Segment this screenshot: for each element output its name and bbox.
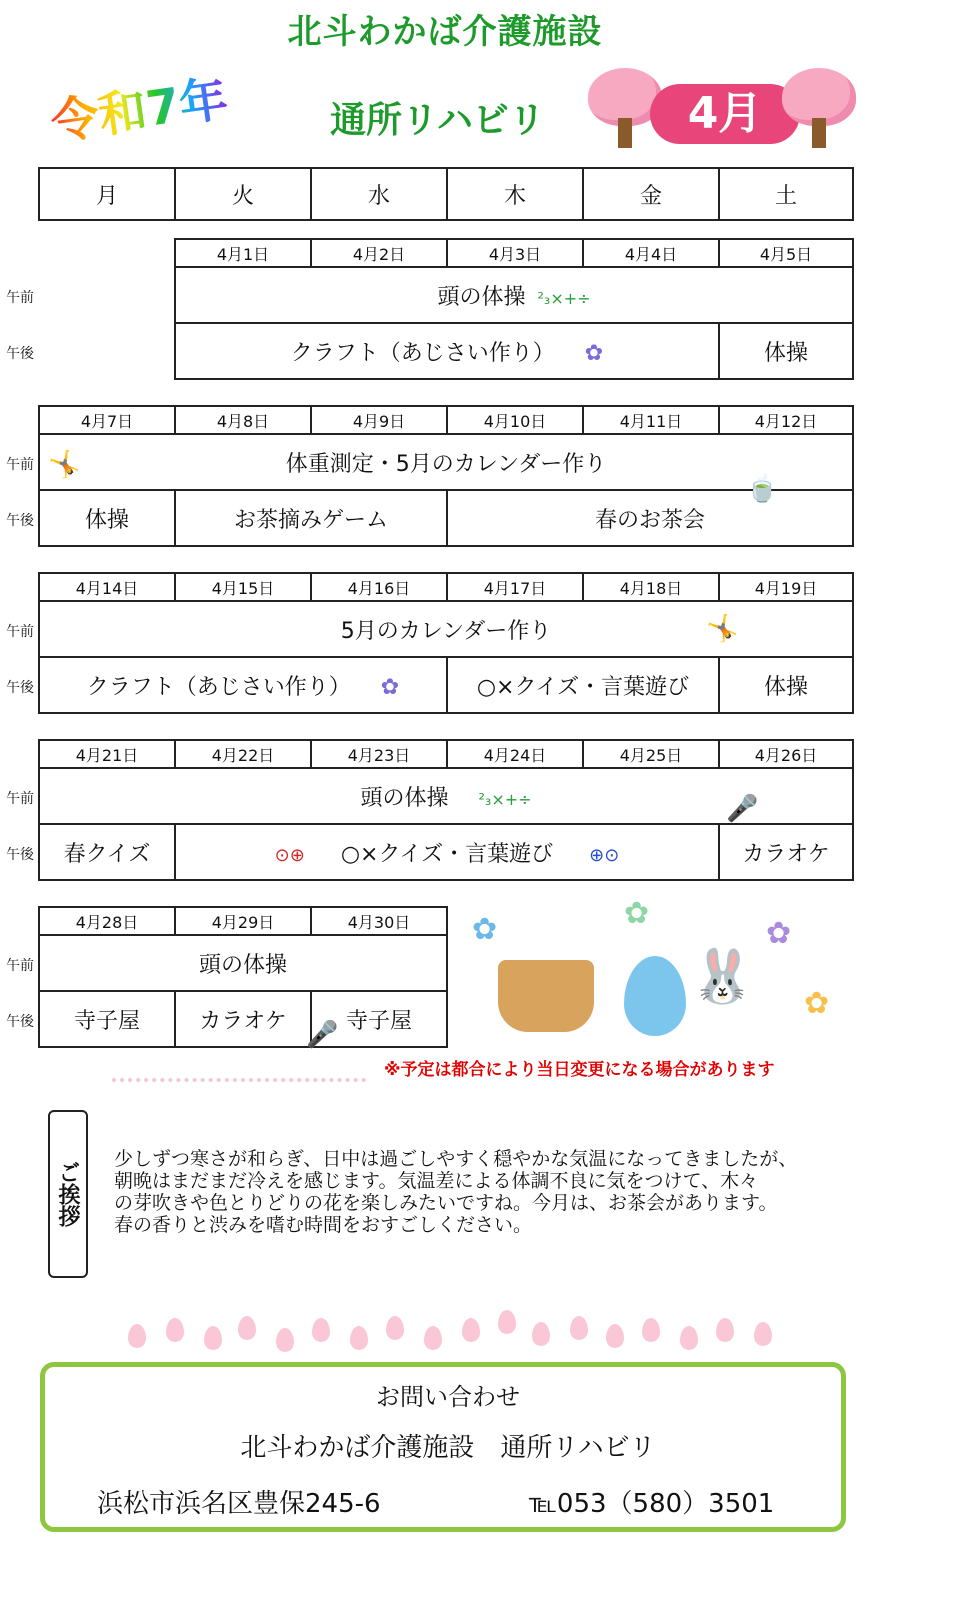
flower-icon: ✿ (472, 912, 498, 947)
pm-activity: カラオケ (719, 824, 853, 880)
date-cell: 4月7日 (39, 406, 175, 434)
petal-icon (532, 1322, 550, 1346)
microphone-icon: 🎤 (726, 794, 759, 824)
pm-label: 午後 (6, 346, 34, 362)
petal-icon (642, 1318, 660, 1342)
date-cell: 4月23日 (311, 740, 447, 768)
date-cell: 4月8日 (175, 406, 311, 434)
contact-address: 浜松市浜名区豊保245-6 (97, 1489, 381, 1519)
petal-icon (424, 1326, 442, 1350)
easter-egg-icon (624, 956, 686, 1036)
pm-activity: ○×クイズ・言葉遊び (447, 657, 719, 713)
petal-icon (462, 1318, 480, 1342)
am-label: 午前 (6, 958, 34, 974)
am-label: 午前 (6, 791, 34, 807)
am-activity: 5月のカレンダー作り (39, 601, 853, 657)
cherry-tree-icon (782, 68, 856, 148)
date-cell: 4月26日 (719, 740, 853, 768)
date-cell: 4月14日 (39, 573, 175, 601)
hydrangea-icon: ✿ (584, 340, 604, 366)
pm-activity: 寺子屋 (311, 991, 447, 1047)
pm-activity: 体操 (719, 657, 853, 713)
numbers-icon: ²₃×+÷ (478, 789, 532, 809)
contact-box (40, 1362, 846, 1532)
petal-icon (276, 1328, 294, 1352)
am-label: 午前 (6, 290, 34, 306)
pm-label: 午後 (6, 513, 34, 529)
matcha-tea-icon: 🍵 (746, 474, 779, 504)
service-title: 通所リハビリ (330, 100, 545, 141)
flower-icon: ✿ (804, 986, 830, 1021)
pm-activity: 体操 (719, 323, 853, 379)
pm-activity: お茶摘みゲーム (175, 490, 447, 546)
numbers-icon: ²₃×+÷ (537, 288, 591, 308)
hydrangea-icon: ✿ (380, 674, 400, 700)
exercise-people-icon: 🤸 (706, 614, 739, 644)
am-label: 午前 (6, 624, 34, 640)
date-cell: 4月9日 (311, 406, 447, 434)
petal-icon (166, 1318, 184, 1342)
date-cell: 4月17日 (447, 573, 583, 601)
petal-icon (312, 1318, 330, 1342)
pm-label: 午後 (6, 1014, 34, 1030)
greeting-line: 朝晩はまだまだ冷えを感じます。気温差による体調不良に気をつけて、木々 (114, 1170, 759, 1192)
schedule-change-notice: ※予定は都合により当日変更になる場合があります (384, 1060, 775, 1080)
date-cell: 4月29日 (175, 907, 311, 935)
pm-activity: 体操 (39, 490, 175, 546)
greeting-tag: ご挨拶 (48, 1110, 88, 1278)
activity-label: 頭の体操 (437, 284, 526, 310)
weekday-tue: 火 (175, 168, 311, 220)
date-cell: 4月21日 (39, 740, 175, 768)
date-cell: 4月28日 (39, 907, 175, 935)
petal-icon (386, 1316, 404, 1340)
pm-activity (175, 323, 719, 379)
petal-icon (754, 1322, 772, 1346)
quiz-sign-icon: ⊕⊙ (589, 844, 620, 866)
contact-facility: 北斗わかば介護施設 通所リハビリ (240, 1433, 656, 1463)
date-cell: 4月12日 (719, 406, 853, 434)
flower-icon: ✿ (624, 896, 650, 931)
petal-icon (498, 1310, 516, 1334)
weekday-header (38, 167, 854, 221)
petal-icon (716, 1318, 734, 1342)
date-cell: 4月22日 (175, 740, 311, 768)
petal-icon (606, 1324, 624, 1348)
date-cell: 4月5日 (719, 239, 853, 267)
greeting-line: の芽吹きや色とりどりの花を楽しみたいですね。今月は、お茶会があります。 (114, 1192, 778, 1214)
date-cell: 4月24日 (447, 740, 583, 768)
activity-label: ○×クイズ・言葉遊び (340, 841, 554, 867)
weekday-thu: 木 (447, 168, 583, 220)
pm-label: 午後 (6, 680, 34, 696)
date-cell: 4月4日 (583, 239, 719, 267)
petal-divider (112, 1078, 366, 1082)
quiz-sign-icon: ⊙⊕ (274, 844, 305, 866)
month-badge: 4月 (650, 84, 800, 144)
petal-icon (680, 1326, 698, 1350)
era-year: 令和7年 (46, 60, 231, 153)
weekday-mon: 月 (39, 168, 175, 220)
week-2 (38, 405, 854, 547)
contact-phone: ℡053（580）3501 (529, 1489, 775, 1519)
weekday-fri: 金 (583, 168, 719, 220)
petal-icon (570, 1316, 588, 1340)
am-activity: 体重測定・5月のカレンダー作り (39, 434, 853, 490)
pm-activity (175, 824, 719, 880)
facility-title: 北斗わかば介護施設 (287, 12, 603, 52)
pm-activity: 春クイズ (39, 824, 175, 880)
date-cell: 4月18日 (583, 573, 719, 601)
microphone-icon: 🎤 (306, 1020, 339, 1050)
date-cell: 4月3日 (447, 239, 583, 267)
contact-title: お問い合わせ (376, 1383, 520, 1411)
date-cell: 4月19日 (719, 573, 853, 601)
date-cell: 4月15日 (175, 573, 311, 601)
greeting-text (114, 1148, 874, 1236)
petal-icon (128, 1324, 146, 1348)
am-activity (175, 267, 853, 323)
activity-label: クラフト（あじさい作り） (86, 674, 351, 700)
date-cell: 4月25日 (583, 740, 719, 768)
easter-basket-icon (498, 960, 594, 1032)
pm-activity (39, 657, 447, 713)
date-cell: 4月30日 (311, 907, 447, 935)
pm-activity: 春のお茶会 (447, 490, 853, 546)
activity-label: クラフト（あじさい作り） (290, 340, 555, 366)
petal-icon (350, 1326, 368, 1350)
activity-label: 頭の体操 (360, 785, 449, 811)
weekday-sat: 土 (719, 168, 853, 220)
week-5 (38, 906, 448, 1048)
pm-activity: カラオケ (175, 991, 311, 1047)
am-activity: 頭の体操 (39, 935, 447, 991)
petal-icon (238, 1316, 256, 1340)
weekday-wed: 水 (311, 168, 447, 220)
rabbit-icon: 🐰 (690, 947, 755, 1007)
date-cell: 4月16日 (311, 573, 447, 601)
petal-icon (204, 1326, 222, 1350)
date-cell: 4月1日 (175, 239, 311, 267)
date-cell: 4月10日 (447, 406, 583, 434)
greeting-line: 春の香りと渋みを嗜む時間をおすごしください。 (114, 1214, 533, 1236)
am-label: 午前 (6, 457, 34, 473)
pm-label: 午後 (6, 847, 34, 863)
date-cell: 4月2日 (311, 239, 447, 267)
date-cell: 4月11日 (583, 406, 719, 434)
pm-activity: 寺子屋 (39, 991, 175, 1047)
exercise-people-icon: 🤸 (48, 450, 81, 480)
greeting-line: 少しずつ寒さが和らぎ、日中は過ごしやすく穏やかな気温になってきましたが、 (114, 1148, 798, 1170)
week-1 (174, 238, 854, 380)
flower-icon: ✿ (766, 916, 792, 951)
